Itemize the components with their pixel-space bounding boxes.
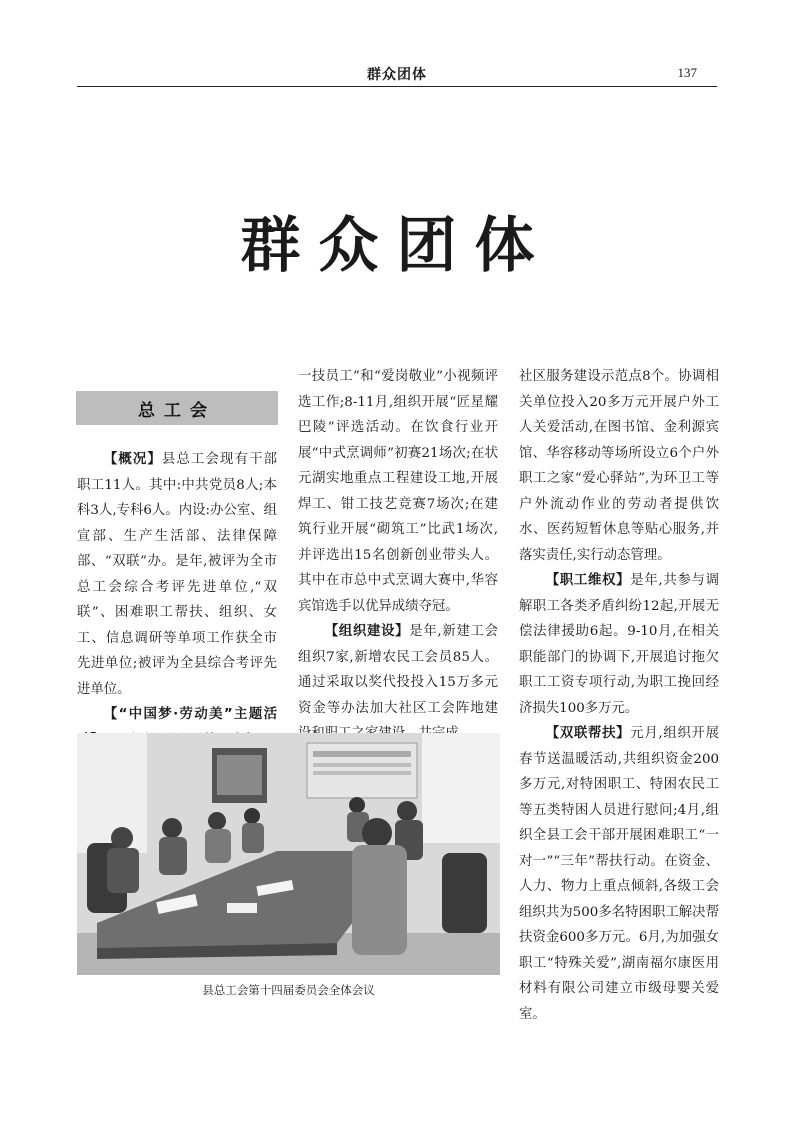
chapter-title: 群众团体 <box>240 211 553 281</box>
text-column-1 <box>77 447 277 753</box>
paragraph-label: 【组织建设】 <box>324 624 410 639</box>
paragraph-continued: 社区服务建设示范点8个。协调相关单位投入20多万元开展户外工人关爱活动,在图书馆、金利源宾馆、华容移动等场所设立6个户外职工之家“爱心驿站”,为环卫工等户外流动作业的劳动者提供饮水、医药短暂休息等贴心服务,并落实责任,实行动态管理。 <box>519 369 719 563</box>
paragraph-overview <box>77 447 277 702</box>
paragraph-label: 【“中国梦·劳动美”主题活 <box>103 707 277 722</box>
paragraph-text: 是年,新建工会组织7家,新增农民工会员85人。通过采取以奖代投投入15万多元资金等办法加大社区工会阵地建 <box>298 624 498 716</box>
header-rule <box>77 86 717 87</box>
paragraph-continued: 一技员工”和“爱岗敬业”小视频评选工作;8-11月,组织开展“匠星耀巴陵”评选活动。在饮食行业开展“中式烹调师”初赛21场次;在状元湖实地重点工程建设工地,开展焊工、钳工技艺竞赛7场次;在建筑行业开展“砌筑工”比武1场次,并评选出15名创新创业带头人。其中在市总中式烹调大赛中,华容宾馆选手以优异成绩夺冠。 <box>298 369 498 614</box>
paragraph-text: 是年,共参与调解职工各类矛盾纠纷12起,开展无偿法律援助6起。9-10月,在相关职能部门的协调下,开展追讨拖欠职工工资专项行动,为职工挽回经济损失100多万元。 <box>519 573 719 716</box>
paragraph-text: 县总工会现有干部职工11人。其中:中共党员8人;本科3人,专科6人。内设:办公室、组宣部、生产生活部、法律保障部、“双联”办。是年,被评为全市总工会综合考评先进单位,“双联”、困难职工帮扶、组织、女工、信息调研等单项工作获全市先进单位;被评为全县综合考评先进单位。 <box>77 452 278 697</box>
meeting-photo <box>77 733 500 975</box>
paragraph-label: 【职工维权】 <box>545 573 631 588</box>
running-header-title: 群众团体 <box>367 67 427 83</box>
paragraph-label: 【双联帮扶】 <box>545 726 631 741</box>
page-number: 137 <box>677 65 697 80</box>
meeting-photo-illustration <box>77 733 500 975</box>
paragraph-assistance <box>519 721 719 1027</box>
section-heading: 总工会 <box>76 391 278 425</box>
text-column-3 <box>519 364 719 1027</box>
page-header <box>77 62 717 86</box>
paragraph-rights <box>519 568 719 721</box>
paragraph-organization <box>298 619 498 747</box>
photo-caption: 县总工会第十四届委员会全体会议 <box>202 983 375 997</box>
text-column-2 <box>298 364 498 747</box>
paragraph-text: 元月,组织开展春节送温暖活动,共组织资金200多万元,对特困职工、特困农民工等五类特困人员进行慰问;4月,组织全县工会干部开展困难职工“一对一”“三年”帮扶行动。在资金、人力、物力上重点倾斜,各级工会组织共为500多名特困职工解决帮扶资金600多万元。6月,为加强女职工“特殊关爱”,湖南福尔康医用材料有限公司建立市级母婴关爱室。 <box>519 726 719 1022</box>
paragraph-label: 【概况】 <box>103 452 162 467</box>
